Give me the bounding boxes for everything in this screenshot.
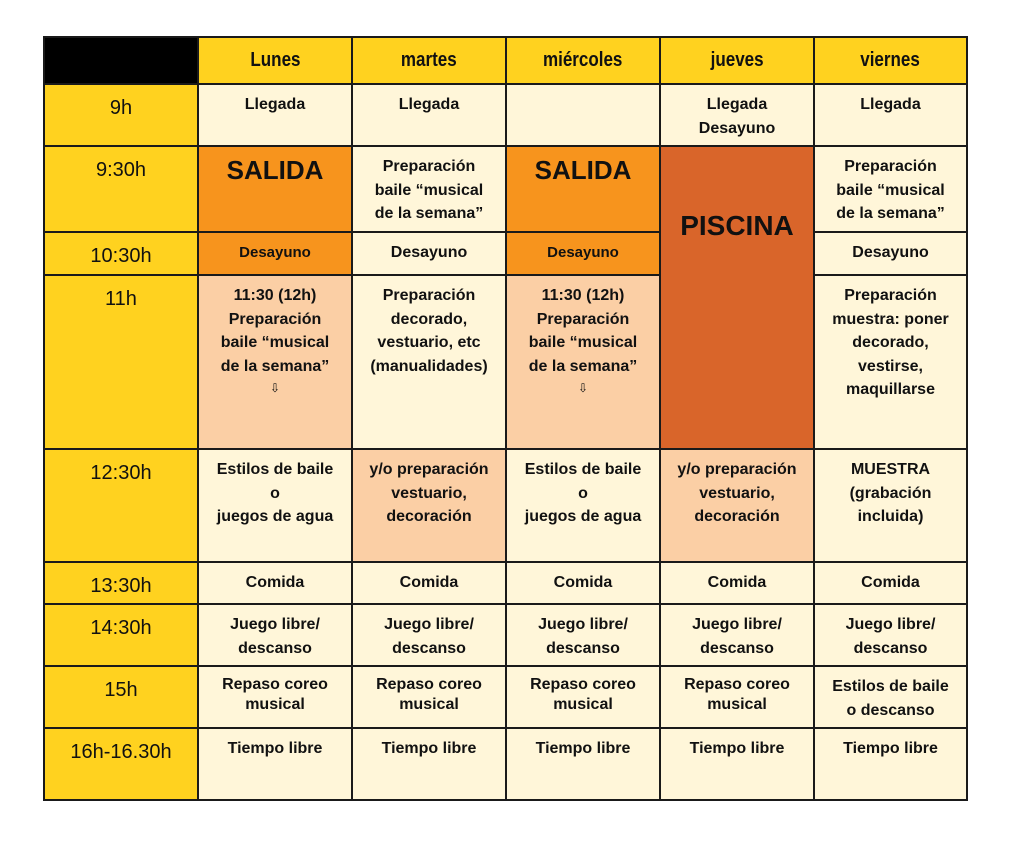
cell-930-lunes-salida: SALIDA [198, 146, 352, 232]
cell-1330-viernes: Comida [814, 562, 967, 604]
cell-16-jueves: Tiempo libre [660, 728, 814, 800]
cell-11-viernes: Preparación muestra: poner decorado, vestirse, maquillarse [814, 275, 967, 449]
cell-1330-lunes: Comida [198, 562, 352, 604]
cell-1330-jueves: Comida [660, 562, 814, 604]
cell-11-miercoles-text: 11:30 (12h) Preparación baile “musical de la semana” [528, 287, 638, 375]
cell-1430-jueves: Juego libre/ descanso [660, 604, 814, 666]
row-15h [44, 666, 967, 728]
cell-930-martes: Preparación baile “musical de la semana” [352, 146, 506, 232]
cell-9h-jueves: Llegada Desayuno [660, 84, 814, 146]
day-header-martes: martes [352, 37, 506, 84]
cell-16-lunes: Tiempo libre [198, 728, 352, 800]
cell-1330-miercoles: Comida [506, 562, 660, 604]
cell-16-miercoles: Tiempo libre [506, 728, 660, 800]
cell-1430-miercoles: Juego libre/ descanso [506, 604, 660, 666]
day-header-jueves: jueves [660, 37, 814, 84]
cell-11-martes: Preparación decorado, vestuario, etc (manualidades) [352, 275, 506, 449]
time-label: 14:30h [44, 604, 198, 666]
row-9h [44, 84, 967, 146]
row-1430h [44, 604, 967, 666]
cell-1430-martes: Juego libre/ descanso [352, 604, 506, 666]
cell-15-lunes: Repaso coreo musical [198, 666, 352, 728]
cell-1330-martes: Comida [352, 562, 506, 604]
row-1030h [44, 232, 967, 275]
cell-1230-miercoles: Estilos de baile o juegos de agua [506, 449, 660, 562]
time-label: 12:30h [44, 449, 198, 562]
cell-15-martes: Repaso coreo musical [352, 666, 506, 728]
cell-1030-martes: Desayuno [352, 232, 506, 275]
row-930h [44, 146, 967, 232]
cell-1230-jueves: y/o preparación vestuario, decoración [660, 449, 814, 562]
time-label: 11h [44, 275, 198, 449]
row-1330h [44, 562, 967, 604]
cell-15-miercoles: Repaso coreo musical [506, 666, 660, 728]
cell-1030-lunes: Desayuno [198, 232, 352, 275]
cell-1230-lunes: Estilos de baile o juegos de agua [198, 449, 352, 562]
row-1230h [44, 449, 967, 562]
time-label: 16h-16.30h [44, 728, 198, 800]
down-arrow-icon: ⇩ [577, 381, 589, 395]
weekly-schedule-table [43, 36, 968, 801]
cell-16-martes: Tiempo libre [352, 728, 506, 800]
cell-9h-lunes: Llegada [198, 84, 352, 146]
cell-16-viernes: Tiempo libre [814, 728, 967, 800]
header-row [44, 37, 967, 84]
cell-1430-lunes: Juego libre/ descanso [198, 604, 352, 666]
cell-1230-viernes: MUESTRA (grabación incluida) [814, 449, 967, 562]
piscina-label: PISCINA [680, 209, 794, 241]
time-label: 9:30h [44, 146, 198, 232]
cell-1230-martes: y/o preparación vestuario, decoración [352, 449, 506, 562]
time-label: 10:30h [44, 232, 198, 275]
row-16h [44, 728, 967, 800]
down-arrow-icon: ⇩ [269, 381, 281, 395]
day-header-viernes: viernes [814, 37, 967, 84]
cell-11-miercoles [506, 275, 660, 449]
cell-9h-viernes: Llegada [814, 84, 967, 146]
cell-jueves-piscina [660, 146, 814, 449]
time-label: 9h [44, 84, 198, 146]
time-label: 13:30h [44, 562, 198, 604]
cell-9h-miercoles [506, 84, 660, 146]
cell-930-viernes: Preparación baile “musical de la semana” [814, 146, 967, 232]
cell-9h-martes: Llegada [352, 84, 506, 146]
cell-1030-miercoles: Desayuno [506, 232, 660, 275]
day-header-miercoles: miércoles [506, 37, 660, 84]
cell-1030-viernes: Desayuno [814, 232, 967, 275]
cell-11-lunes [198, 275, 352, 449]
day-header-lunes: Lunes [198, 37, 352, 84]
cell-11-lunes-text: 11:30 (12h) Preparación baile “musical de la semana” [220, 287, 330, 375]
row-11h [44, 275, 967, 449]
cell-930-miercoles-salida: SALIDA [506, 146, 660, 232]
cell-15-viernes: Estilos de baile o descanso [814, 666, 967, 728]
cell-15-jueves: Repaso coreo musical [660, 666, 814, 728]
cell-1430-viernes: Juego libre/ descanso [814, 604, 967, 666]
corner-cell [44, 37, 198, 84]
time-label: 15h [44, 666, 198, 728]
